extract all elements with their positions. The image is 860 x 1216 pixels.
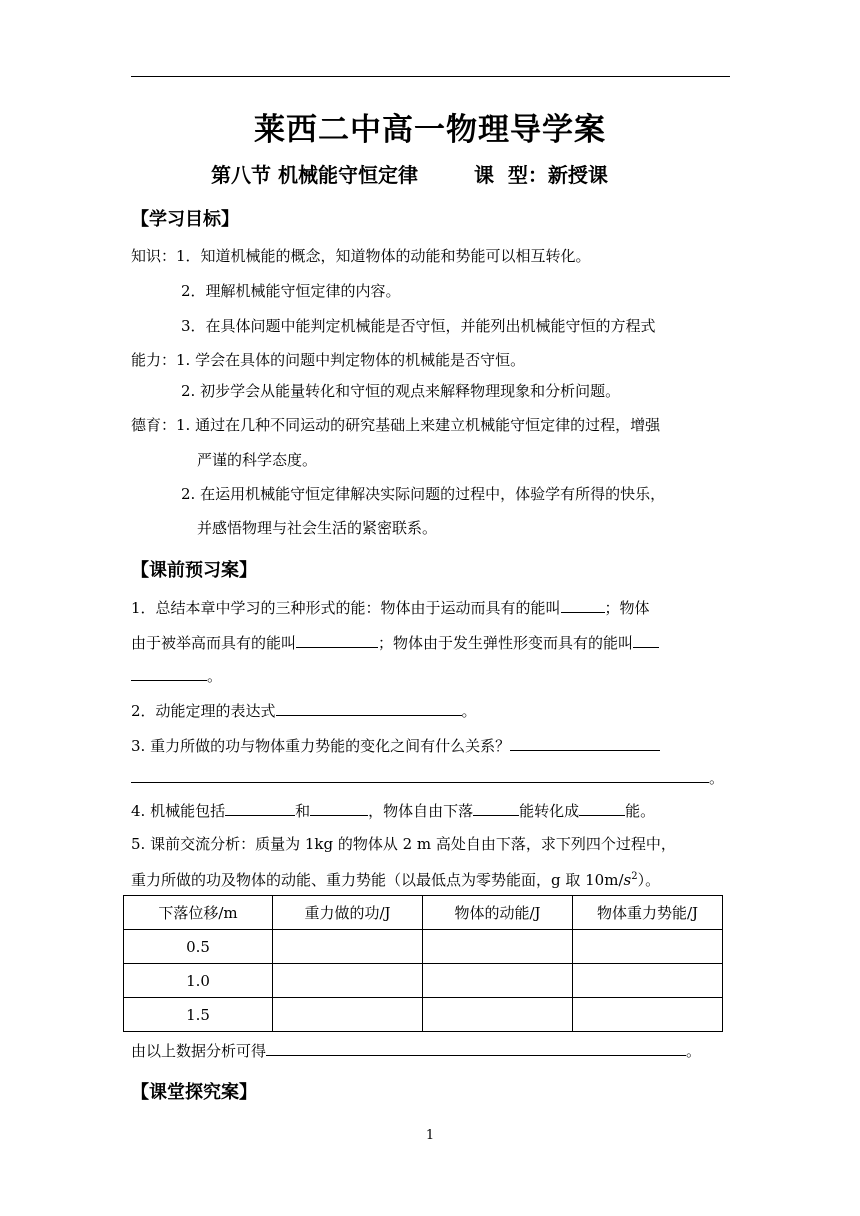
question-4: 4. 机械能包括 和 ，物体自由下落 能转化成 能。 bbox=[131, 802, 656, 820]
section-title: 第八节 机械能守恒定律 bbox=[211, 163, 418, 187]
explore-heading: 【课堂探究案】 bbox=[131, 1082, 257, 1103]
table-header: 下落位移/m bbox=[124, 896, 273, 930]
table-cell: 1.5 bbox=[124, 998, 273, 1032]
moral-line-2: 严谨的科学态度。 bbox=[197, 451, 318, 469]
question-5-line-2: 重力所做的功及物体的动能、重力势能（以最低点为零势能面，g 取 $10m/s^2$）。 bbox=[131, 871, 661, 889]
table-row bbox=[124, 930, 723, 964]
answer-blank[interactable] bbox=[276, 700, 462, 716]
answer-blank[interactable] bbox=[561, 597, 605, 613]
ability-line-1: 能力：1. 学会在具体的问题中判定物体的机械能是否守恒。 bbox=[131, 351, 526, 369]
answer-blank[interactable] bbox=[266, 1040, 686, 1056]
table-header: 重力做的功/J bbox=[273, 896, 423, 930]
answer-blank[interactable] bbox=[131, 767, 709, 783]
answer-blank[interactable] bbox=[225, 800, 295, 816]
ability-line-2: 2. 初步学会从能量转化和守恒的观点来解释物理现象和分析问题。 bbox=[181, 382, 621, 400]
answer-blank[interactable] bbox=[510, 735, 660, 751]
table-cell-empty[interactable] bbox=[423, 998, 573, 1032]
table-cell-empty[interactable] bbox=[573, 930, 723, 964]
knowledge-line-2: 2．理解机械能守恒定律的内容。 bbox=[181, 282, 401, 300]
table-row bbox=[124, 998, 723, 1032]
lesson-type: 课 型：新授课 bbox=[473, 163, 608, 187]
table-cell-empty[interactable] bbox=[573, 964, 723, 998]
question-2: 2．动能定理的表达式 。 bbox=[131, 702, 477, 720]
question-5-line-1: 5. 课前交流分析：质量为 1kg 的物体从 2 m 高处自由下落，求下列四个过程中， bbox=[131, 835, 676, 853]
data-table bbox=[123, 895, 723, 1032]
table-cell-empty[interactable] bbox=[573, 998, 723, 1032]
table-cell: 0.5 bbox=[124, 930, 273, 964]
table-cell-empty[interactable] bbox=[273, 998, 423, 1032]
page-title: 莱西二中高一物理导学案 bbox=[254, 112, 606, 148]
preview-heading: 【课前预习案】 bbox=[131, 560, 257, 581]
table-header: 物体的动能/J bbox=[423, 896, 573, 930]
knowledge-line-1: 知识：1．知道机械能的概念，知道物体的动能和势能可以相互转化。 bbox=[131, 247, 591, 265]
table-cell-empty[interactable] bbox=[423, 930, 573, 964]
answer-blank[interactable] bbox=[310, 800, 368, 816]
answer-blank[interactable] bbox=[473, 800, 519, 816]
table-cell-empty[interactable] bbox=[423, 964, 573, 998]
table-cell: 1.0 bbox=[124, 964, 273, 998]
table-row bbox=[124, 964, 723, 998]
answer-blank[interactable] bbox=[131, 665, 207, 681]
table-cell-empty[interactable] bbox=[273, 930, 423, 964]
header-rule bbox=[131, 76, 730, 77]
section-subtitle bbox=[211, 159, 608, 188]
page-number: 1 bbox=[425, 1128, 435, 1143]
answer-blank[interactable] bbox=[296, 632, 378, 648]
question-1-line-2: 由于被举高而具有的能叫 ；物体由于发生弹性形变而具有的能叫 bbox=[131, 632, 659, 653]
moral-line-1: 德育：1. 通过在几种不同运动的研究基础上来建立机械能守恒定律的过程，增强 bbox=[131, 416, 661, 434]
moral-line-3: 2. 在运用机械能守恒定律解决实际问题的过程中，体验学有所得的快乐， bbox=[181, 485, 666, 503]
question-1-line-3: 。 bbox=[131, 665, 222, 686]
question-1-line-1: 1．总结本章中学习的三种形式的能：物体由于运动而具有的能叫 ；物体 bbox=[131, 599, 650, 617]
knowledge-line-3: 3．在具体问题中能判定机械能是否守恒，并能列出机械能守恒的方程式 bbox=[181, 317, 656, 335]
objectives-heading: 【学习目标】 bbox=[131, 209, 239, 230]
conclusion-line: 由以上数据分析可得 。 bbox=[131, 1042, 702, 1060]
answer-blank[interactable] bbox=[633, 632, 659, 648]
table-header-row bbox=[124, 896, 723, 930]
moral-line-4: 并感悟物理与社会生活的紧密联系。 bbox=[197, 519, 438, 537]
answer-blank[interactable] bbox=[579, 800, 625, 816]
question-3-line-1: 3. 重力所做的功与物体重力势能的变化之间有什么关系？ bbox=[131, 735, 660, 756]
table-header: 物体重力势能/J bbox=[573, 896, 723, 930]
question-3-line-2: 。 bbox=[131, 767, 724, 788]
table-cell-empty[interactable] bbox=[273, 964, 423, 998]
